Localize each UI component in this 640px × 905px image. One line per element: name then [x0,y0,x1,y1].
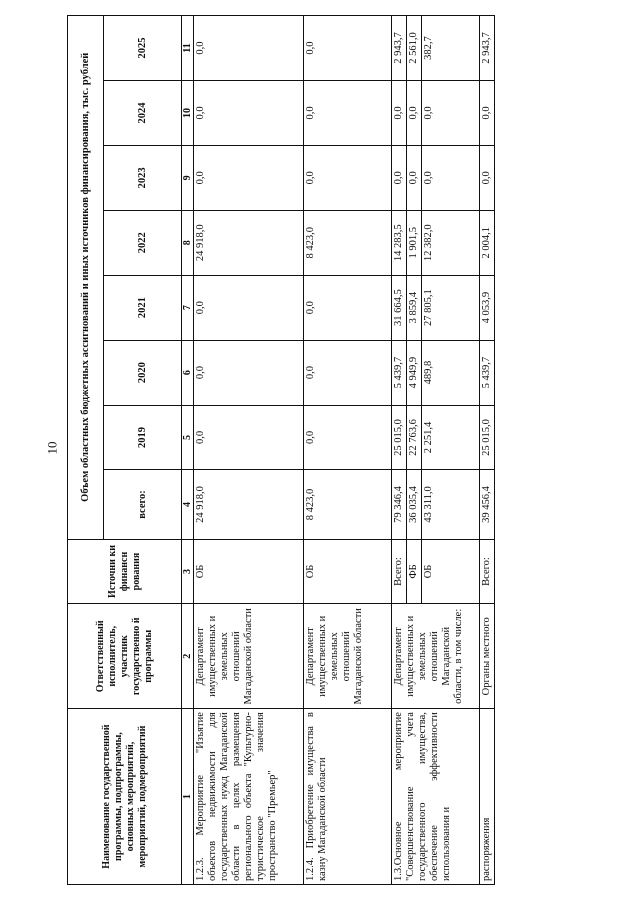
cell-value: 0,0 [422,145,480,210]
cell-value: 4 053,9 [480,275,495,340]
row-source: ОБ [422,539,480,604]
cell-value: 0,0 [194,405,304,470]
header-year: 2024 [104,81,182,146]
rotated-table-container [67,15,610,885]
cell-value: 0,0 [194,275,304,340]
header-source: Источни ки финансн рования [68,539,182,604]
row-source: ОБ [304,539,392,604]
header-executor: Ответственный исполнитель, участник государственно й программы [68,604,182,709]
cell-value: 0,0 [304,405,392,470]
cell-value: 0,0 [304,16,392,81]
header-funding: Объем областных бюджетных ассигнований и иных источников финансирования, тыс. рублей [68,16,104,540]
cell-value: 79 346,4 [392,470,407,539]
cell-value: 43 311,0 [422,470,480,539]
cell-value: 0,0 [304,275,392,340]
row-name: распоряжения [480,709,495,885]
col-number: 5 [182,405,194,470]
cell-value: 0,0 [392,145,407,210]
cell-value: 36 035,4 [407,470,422,539]
cell-value: 39 456,4 [480,470,495,539]
cell-value: 5 439,7 [480,340,495,405]
cell-value: 8 423,0 [304,210,392,275]
cell-value: 0,0 [194,145,304,210]
cell-value: 0,0 [194,81,304,146]
row-name: 1.3.Основное мероприятие "Совершенствование учета государственного имущества, обеспечение эффективности использования и [392,709,480,885]
cell-value: 24 918,0 [194,210,304,275]
row-name: 1.2.4. Приобретение имущества в казну Магаданской области [304,709,392,885]
table-row [480,16,495,885]
cell-value: 489,8 [422,340,480,405]
cell-value: 2 004,1 [480,210,495,275]
cell-value: 1 901,5 [407,210,422,275]
table-row [392,16,407,885]
table-row [194,16,304,885]
col-number: 3 [182,539,194,604]
cell-value: 31 664,5 [392,275,407,340]
header-year: 2022 [104,210,182,275]
header-total: всего: [104,470,182,539]
cell-value: 12 382,0 [422,210,480,275]
cell-value: 382,7 [422,16,480,81]
header-year: 2021 [104,275,182,340]
row-source: Всего: [392,539,407,604]
cell-value: 0,0 [304,145,392,210]
header-year: 2025 [104,16,182,81]
row-executor: Департамент имущественных и земельных отношений Магаданской области [304,604,392,709]
col-number: 4 [182,470,194,539]
cell-value: 0,0 [407,81,422,146]
col-number: 7 [182,275,194,340]
cell-value: 27 805,1 [422,275,480,340]
cell-value: 5 439,7 [392,340,407,405]
cell-value: 14 283,5 [392,210,407,275]
col-number: 1 [182,709,194,885]
cell-value: 2 561,0 [407,16,422,81]
row-executor: Департамент имущественных и земельных отношений Магаданской области [194,604,304,709]
header-name: Наименование государственной программы, подпрограммы, основных мероприятий, мероприятий, подмероприятий [68,709,182,885]
cell-value: 22 763,6 [407,405,422,470]
header-year: 2023 [104,145,182,210]
cell-value: 25 015,0 [480,405,495,470]
cell-value: 0,0 [480,81,495,146]
col-number: 8 [182,210,194,275]
cell-value: 2 943,7 [392,16,407,81]
cell-value: 4 949,9 [407,340,422,405]
cell-value: 24 918,0 [194,470,304,539]
row-source: ОБ [194,539,304,604]
col-number: 9 [182,145,194,210]
col-number: 2 [182,604,194,709]
cell-value: 0,0 [407,145,422,210]
cell-value: 3 859,4 [407,275,422,340]
cell-value: 0,0 [194,16,304,81]
cell-value: 0,0 [422,81,480,146]
cell-value: 25 015,0 [392,405,407,470]
page-number: 10 [44,441,60,455]
cell-value: 8 423,0 [304,470,392,539]
cell-value: 0,0 [480,145,495,210]
cell-value: 0,0 [304,81,392,146]
cell-value: 0,0 [304,340,392,405]
cell-value: 0,0 [194,340,304,405]
table-row [304,16,392,885]
column-numbers-row [182,16,194,885]
row-name: 1.2.3. Мероприятие "Изъятие объектов недвижимости для государственных нужд Магаданской области в целях размещения регионального объекта "Культурно-туристическое значения пространство "Премьер" [194,709,304,885]
header-year: 2020 [104,340,182,405]
row-source: Всего: [480,539,495,604]
row-executor: Департамент имущественных и земельных отношений Магаданской области, в том числе: [392,604,480,709]
col-number: 11 [182,16,194,81]
cell-value: 2 943,7 [480,16,495,81]
cell-value: 2 251,4 [422,405,480,470]
funding-table [67,15,495,885]
col-number: 10 [182,81,194,146]
row-executor: Органы местного [480,604,495,709]
row-source: ФБ [407,539,422,604]
cell-value: 0,0 [392,81,407,146]
header-year: 2019 [104,405,182,470]
col-number: 6 [182,340,194,405]
